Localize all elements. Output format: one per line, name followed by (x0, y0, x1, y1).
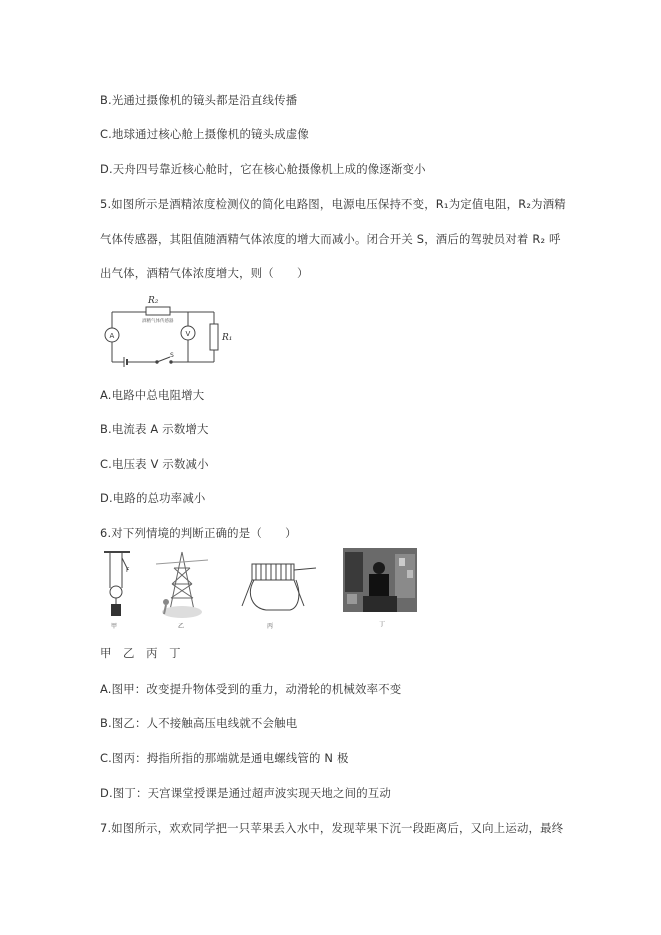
circuit-diagram (100, 290, 240, 370)
figure-solenoid (232, 550, 322, 632)
ammeter-label: A (109, 332, 115, 340)
figure-label-bing: 丙 (267, 623, 274, 630)
figure-label-ding: 丁 (379, 621, 386, 628)
r2-label: R₂ (148, 296, 159, 306)
r2-sensor-label: 酒精气体传感器 (142, 319, 174, 324)
figure-label-yi: 乙 (178, 623, 185, 630)
caption-bing: 丙 (146, 646, 158, 660)
q5-option-a: A.电路中总电阻增大 (100, 388, 205, 402)
caption-ding: 丁 (169, 646, 181, 660)
line-b-q4: B.光通过摄像机的镜头都是沿直线传播 (100, 93, 298, 107)
question-5-line-1: 5.如图所示是酒精浓度检测仪的简化电路图，电源电压保持不变，R₁为定值电阻，R₂为酒精 (100, 197, 566, 211)
caption-jia: 甲 (100, 646, 112, 660)
figure-power-tower (152, 548, 212, 632)
figure-pulley (100, 548, 140, 632)
line-c-q4: C.地球通过核心舱上摄像机的镜头成虚像 (100, 127, 310, 141)
question-6-stem: 6.对下列情境的判断正确的是（ ） (100, 526, 297, 540)
figure-tiangong-photo (343, 548, 419, 632)
q5-option-c: C.电压表 V 示数减小 (100, 457, 209, 471)
q6-option-b: B.图乙：人不接触高压电线就不会触电 (100, 716, 298, 730)
q5-option-b: B.电流表 A 示数增大 (100, 422, 209, 436)
voltmeter-label: V (185, 330, 191, 338)
caption-yi: 乙 (123, 646, 135, 660)
question-5-line-3: 出气体，酒精气体浓度增大，则（ ） (100, 266, 309, 280)
line-d-q4: D.天舟四号靠近核心舱时，它在核心舱摄像机上成的像逐渐变小 (100, 162, 426, 176)
svg-text:F: F (126, 567, 130, 574)
switch-label: S (170, 352, 174, 359)
q6-option-c: C.图丙：拇指所指的那端就是通电螺线管的 N 极 (100, 751, 349, 765)
q5-option-d: D.电路的总功率减小 (100, 491, 206, 505)
figure-caption-row (100, 645, 189, 661)
question-7-line-1: 7.如图所示，欢欢同学把一只苹果丢入水中，发现苹果下沉一段距离后，又向上运动，最终 (100, 821, 564, 835)
q6-option-a: A.图甲：改变提升物体受到的重力，动滑轮的机械效率不变 (100, 682, 402, 696)
question-5-line-2: 气体传感器，其阻值随酒精气体浓度的增大而减小。闭合开关 S，酒后的驾驶员对着 R₂ 呼 (100, 232, 561, 246)
q6-option-d: D.图丁：天宫课堂授课是通过超声波实现天地之间的互动 (100, 786, 391, 800)
figure-label-jia: 甲 (111, 623, 118, 630)
r1-label: R₁ (222, 333, 233, 343)
